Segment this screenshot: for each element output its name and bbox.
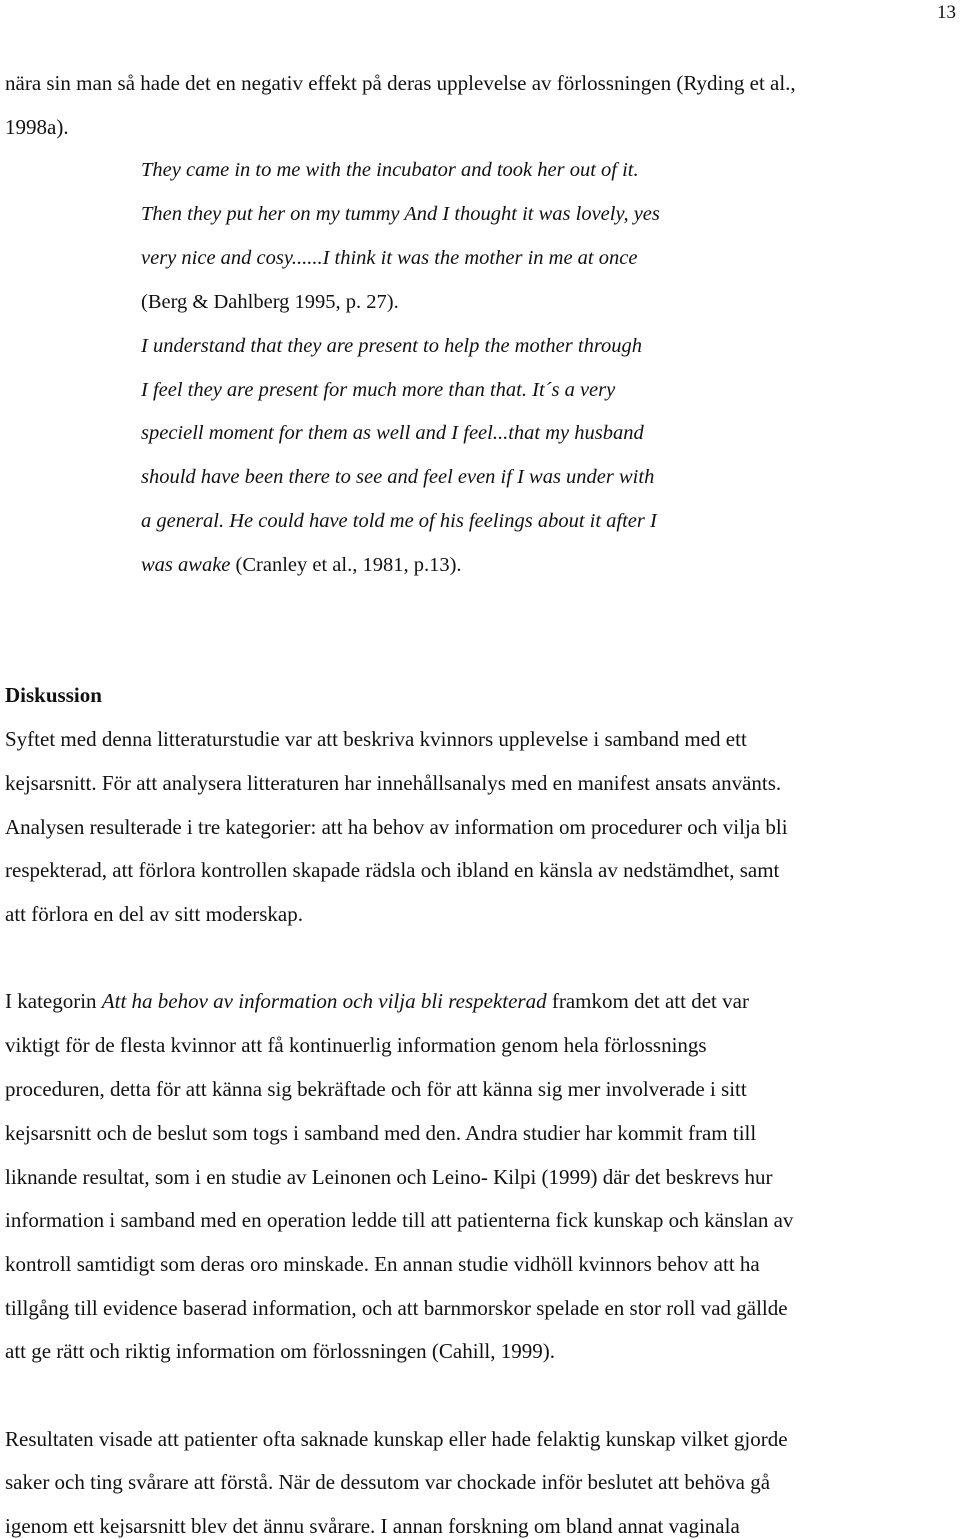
quote2-last-italic: was awake (141, 554, 231, 576)
para2-line-1 (5, 989, 749, 1013)
intro-line-2: 1998a). (5, 115, 69, 139)
quote1-line-1: They came in to me with the incubator and took her out of it. (141, 159, 639, 181)
para1-line-2: kejsarsnitt. För att analysera litteraturen har innehållsanalys med en manifest ansats använts. (5, 771, 782, 795)
section-heading: Diskussion (5, 683, 102, 707)
para2-line-8: tillgång till evidence baserad information, och att barnmorskor spelade en stor roll vad gällde (5, 1296, 788, 1320)
para1-line-3: Analysen resulterade i tre kategorier: att ha behov av information om procedurer och vilja bli (5, 815, 788, 839)
quote2-line-1: I understand that they are present to help the mother through (141, 335, 643, 357)
para2-line-6: information i samband med en operation ledde till att patienterna fick kunskap och känslan av (5, 1208, 794, 1232)
para2-line-2: viktigt för de flesta kvinnor att få kontinuerlig information genom hela förlossnings (5, 1033, 707, 1057)
para2-first-pre: I kategorin (5, 989, 102, 1013)
quote1-citation: (Berg & Dahlberg 1995, p. 27). (141, 291, 399, 313)
para1-line-1: Syftet med denna litteraturstudie var att beskriva kvinnors upplevelse i samband med ett (5, 727, 747, 751)
quote1-line-2: Then they put her on my tummy And I thought it was lovely, yes (141, 203, 660, 225)
para3-line-1: Resultaten visade att patienter ofta saknade kunskap eller hade felaktig kunskap vilket gjorde (5, 1427, 788, 1451)
para1-line-4: respekterad, att förlora kontrollen skapade rädsla och ibland en känsla av nedstämdhet, samt (5, 858, 780, 882)
page-number: 13 (937, 2, 956, 23)
para2-first-post: framkom det att det var (546, 989, 749, 1013)
para2-line-3: proceduren, detta för att känna sig bekräftade och för att känna sig mer involverade i sitt (5, 1077, 747, 1101)
quote2-line-4: should have been there to see and feel even if I was under with (141, 466, 655, 488)
quote1-line-3: very nice and cosy......I think it was the mother in me at once (141, 247, 638, 269)
para3-line-2: saker och ting svårare att förstå. När de dessutom var chockade inför beslutet att behöva gå (5, 1470, 771, 1494)
para2-line-5: liknande resultat, som i en studie av Leinonen och Leino- Kilpi (1999) där det beskrevs hur (5, 1165, 773, 1189)
para2-line-4: kejsarsnitt och de beslut som togs i samband med den. Andra studier har kommit fram till (5, 1121, 757, 1145)
quote2-citation: (Cranley et al., 1981, p.13). (230, 554, 462, 576)
quote2-line-3: speciell moment for them as well and I feel...that my husband (141, 422, 644, 444)
quote2-line-2: I feel they are present for much more than that. It´s a very (141, 379, 616, 401)
intro-line-1: nära sin man så hade det en negativ effekt på deras upplevelse av förlossningen (Ryding et al., (5, 71, 796, 95)
quote2-line-6 (141, 553, 462, 577)
para3-line-3: igenom ett kejsarsnitt blev det ännu svårare. I annan forskning om bland annat vaginala (5, 1514, 740, 1538)
para2-line-7: kontroll samtidigt som deras oro minskade. En annan studie vidhöll kvinnors behov att ha (5, 1252, 760, 1276)
quote2-line-5: a general. He could have told me of his feelings about it after I (141, 510, 657, 532)
para1-line-5: att förlora en del av sitt moderskap. (5, 902, 303, 926)
para2-category-name: Att ha behov av information och vilja bli respekterad (101, 989, 547, 1013)
para2-line-9: att ge rätt och riktig information om förlossningen (Cahill, 1999). (5, 1339, 555, 1363)
